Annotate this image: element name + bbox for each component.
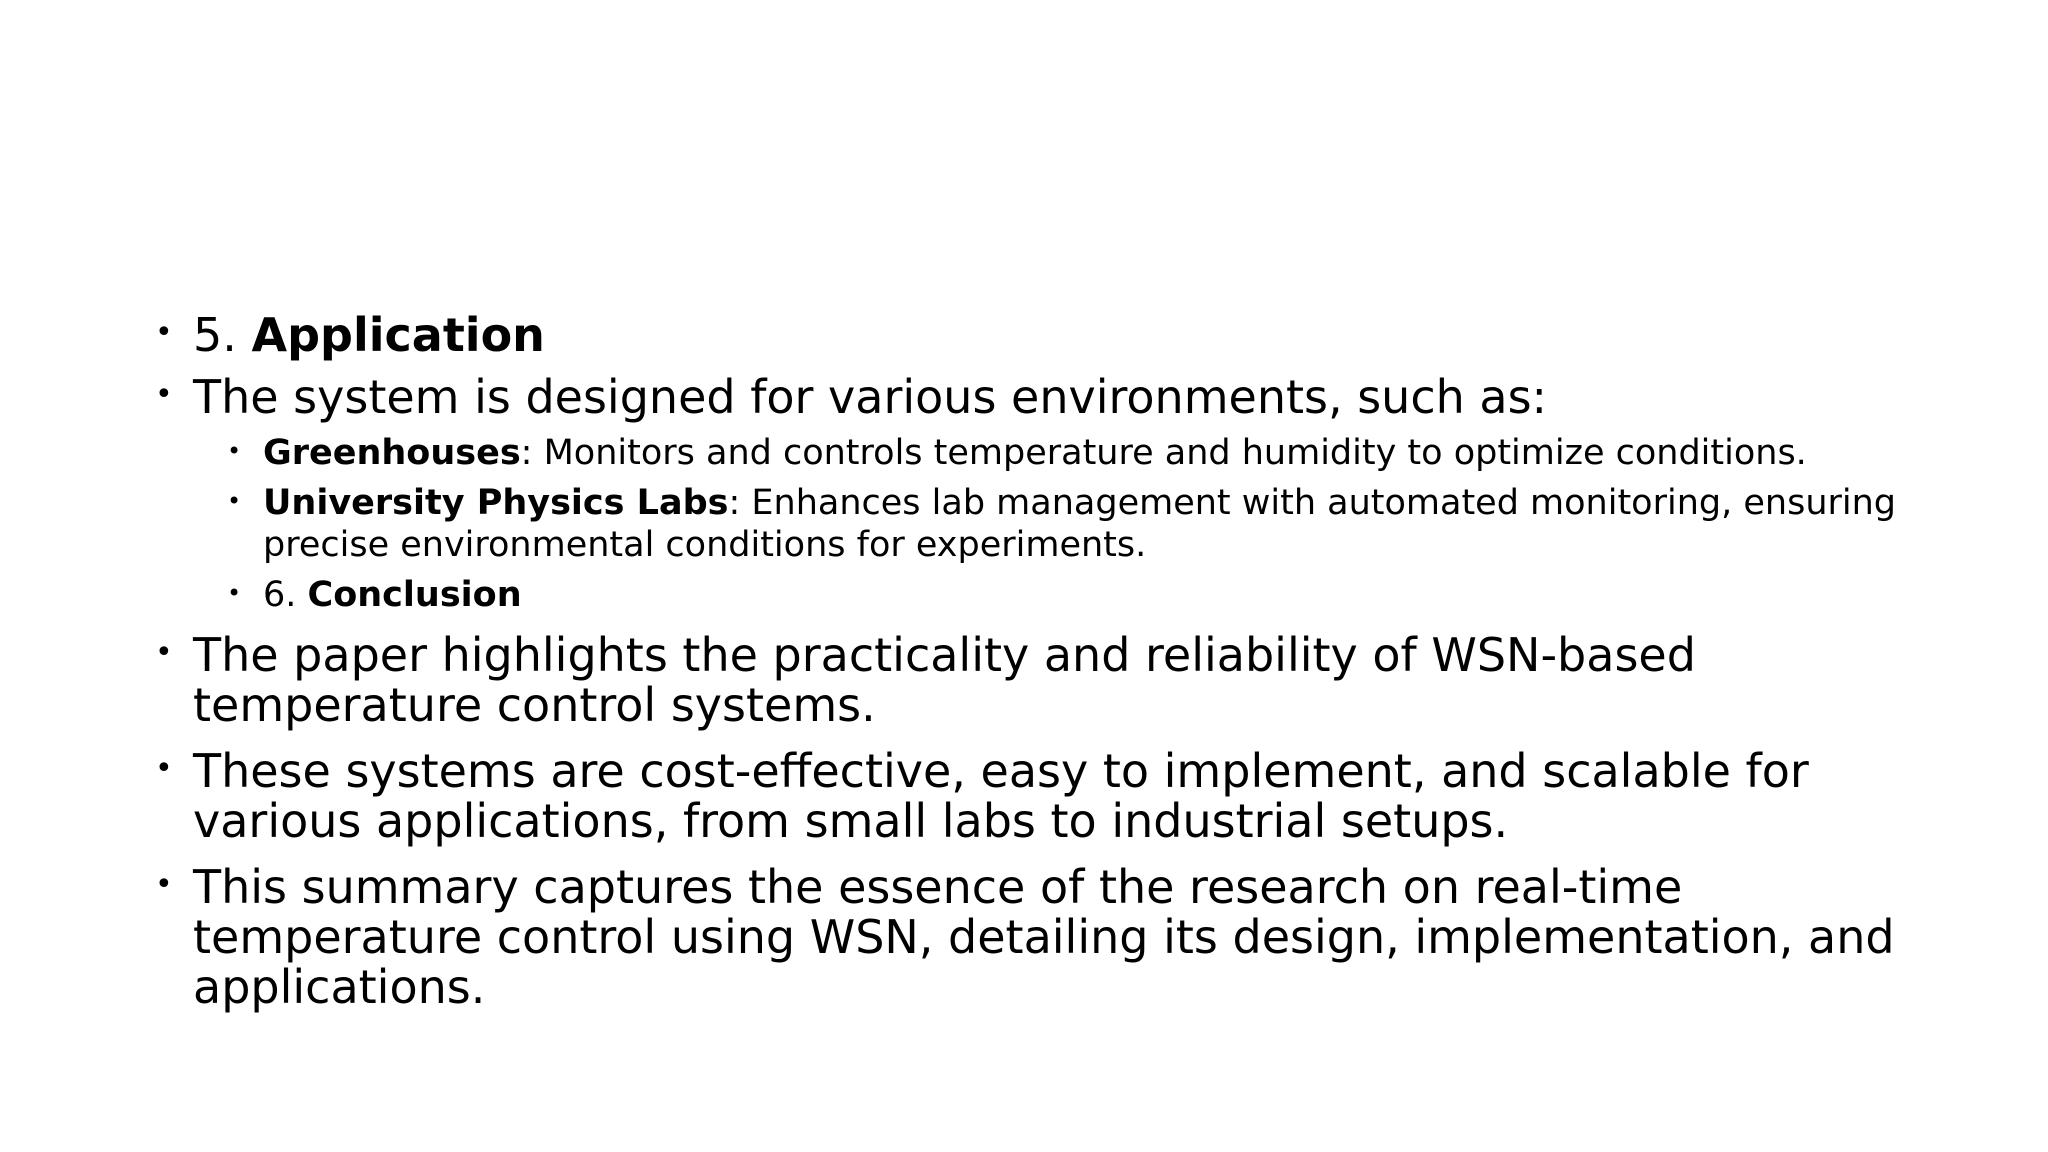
item-text: The system is designed for various environments, such as: [193,370,1548,424]
item-prefix: 5. [193,308,252,362]
bullet-icon: • [155,315,173,350]
item-bold-label: Greenhouses [263,433,521,473]
bullet-icon: • [227,437,242,465]
item-bold-label: Application [251,308,545,362]
bullet-icon: • [155,635,173,670]
bullet-item-practicality [155,630,1915,730]
sub-bullet-item-conclusion-heading [155,574,1915,616]
item-bold-label: Conclusion [307,575,522,615]
bullet-icon: • [155,751,173,786]
bullet-item-summary [155,862,1915,1012]
bullet-icon: • [227,579,242,607]
bullet-icon: • [155,867,173,902]
bullet-item-application-heading [155,310,1915,360]
bullet-icon: • [227,487,242,515]
item-text: : Monitors and controls temperature and humidity to optimize conditions. [520,433,1807,473]
slide-content [155,310,1915,1028]
sub-bullet-item-greenhouses [155,432,1915,474]
item-prefix: 6. [263,575,308,615]
bullet-item-cost-effective [155,746,1915,846]
item-text: This summary captures the essence of the research on real-time temperature control using WSN, detailing its design, implementation, and applications. [193,860,1895,1014]
item-text: The paper highlights the practicality and reliability of WSN-based temperature control systems. [193,628,1696,732]
sub-bullet-item-physics-labs [155,482,1915,566]
bullet-item-environments [155,372,1915,422]
item-text: : Enhances lab management with automated monitoring, ensuring precise environmental conditions for experiments. [263,483,1897,565]
item-text: These systems are cost-effective, easy to implement, and scalable for various applications, from small labs to industrial setups. [193,744,1809,848]
item-bold-label: University Physics Labs [263,483,729,523]
bullet-icon: • [155,377,173,412]
